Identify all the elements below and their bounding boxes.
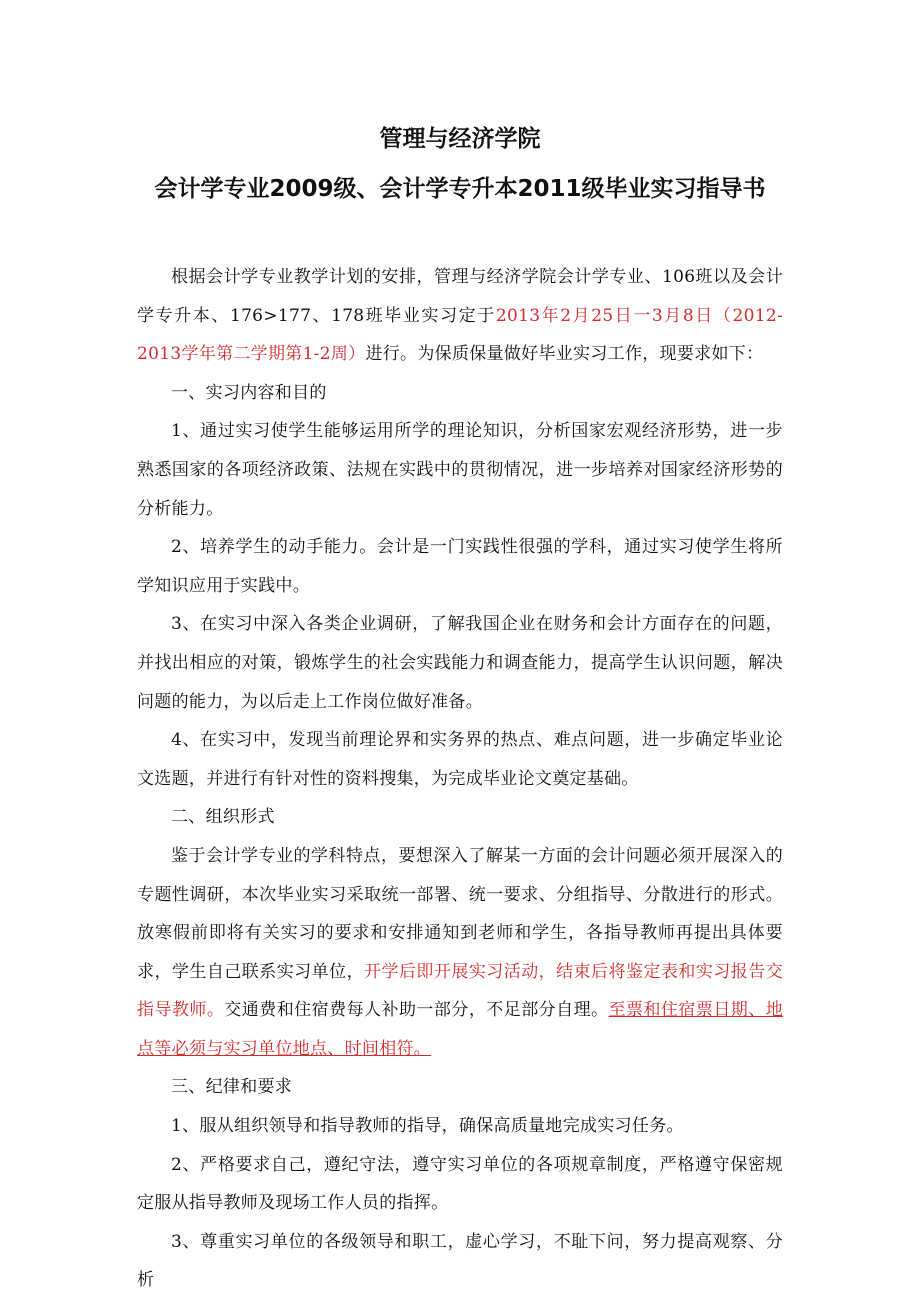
intro-text-start: 根据会计学专业教学计划的安排，管理与经济学院会计学专业、106班以及会计学专升本、176>177、178班毕业实习定于 (137, 267, 783, 326)
intro-paragraph (137, 258, 783, 374)
section2-text-start: 鉴于会计学专业的学科特点，要想深入了解某一方面的会计问题必须开展深入的专题性调研，本次毕业实习采取统一部署、统一要求、分组指导、分散进行的形式。放寒假前即将有关实习的要求和安排通知到老师和学生，各指导教师再提出具体要求，学生自己联系实习单位， (137, 845, 783, 982)
section1-item: 1、通过实习使学生能够运用所学的理论知识，分析国家宏观经济形势，进一步熟悉国家的各项经济政策、法规在实践中的贯彻情况，进一步培养对国家经济形势的分析能力。 (137, 421, 783, 519)
section3-item: 3、尊重实习单位的各级领导和职工，虚心学习，不耻下问，努力提高观察、分析 (137, 1231, 783, 1291)
section1-heading: 一、实习内容和目的 (171, 382, 327, 403)
document-subtitle: 会计学专业2009级、会计学专升本2011级毕业实习指导书 (154, 176, 766, 202)
section1-item: 2、培养学生的动手能力。会计是一门实践性很强的学科，通过实习使学生将所学知识应用于实践中。 (137, 537, 783, 596)
document-body (137, 258, 783, 1300)
document-title: 管理与经济学院 (379, 126, 541, 152)
section3-heading: 三、纪律和要求 (171, 1077, 293, 1098)
section2-heading: 二、组织形式 (171, 807, 275, 828)
internship-dates: 2013年2月25日一3月8日（2012-2013学年第二学期第1-2周） (137, 305, 783, 365)
intro-text-end: 进行。为保质保量做好毕业实习工作，现要求如下： (365, 344, 764, 365)
section2-text-middle: 交通费和住宿费每人补助一部分，不足部分自理。 (224, 1000, 609, 1021)
section3-item: 2、严格要求自己，遵纪守法，遵守实习单位的各项规章制度，严格遵守保密规定服从指导教师及现场工作人员的指挥。 (137, 1154, 783, 1214)
section1-item: 3、在实习中深入各类企业调研，了解我国企业在财务和会计方面存在的问题，并找出相应的对策，锻炼学生的社会实践能力和调查能力，提高学生认识问题，解决问题的能力，为以后走上工作岗位做好准备。 (137, 614, 783, 712)
section1-item: 4、在实习中，发现当前理论界和实务界的热点、难点问题，进一步确定毕业论文选题，并进行有针对性的资料搜集，为完成毕业论文奠定基础。 (137, 730, 783, 789)
section3-item: 1、服从组织领导和指导教师的指导，确保高质量地完成实习任务。 (171, 1116, 684, 1137)
section2-underlined-note: 至票和住宿票日期、地点等必须与实习单位地点、时间相符。 (137, 1000, 784, 1059)
section2-paragraph (137, 837, 783, 1069)
section2-red-note: 开学后即开展实习活动，结束后将鉴定表和实习报告交指导教师。 (137, 961, 783, 1021)
